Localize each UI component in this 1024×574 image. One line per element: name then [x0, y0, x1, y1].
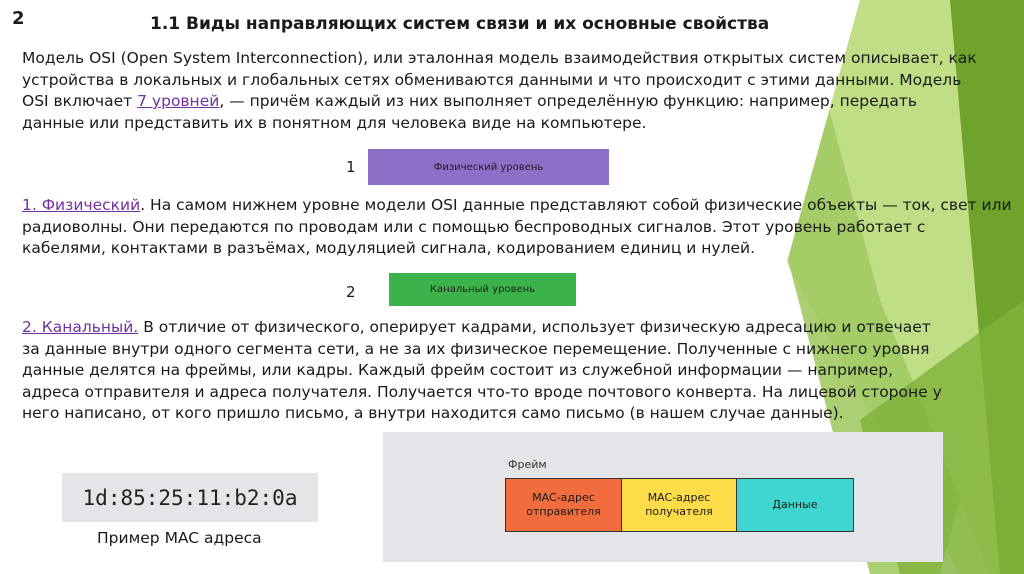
- physical-paragraph: [22, 195, 1012, 260]
- intro-paragraph: [22, 48, 982, 134]
- datalink-text: В отличие от физического, оперирует кадрами, использует физическую адресацию и отвечает за данные внутри одного сегмента сети, а не за их физическое перемещение. Полученные с нижнего уровня данные делятся на фреймы, или кадры. Каждый фрейм состоит из служебной информации — например, адреса отправителя и адреса получателя. Получается что-то вроде почтового конверта. На лицевой стороне у него написано, от кого пришло письмо, а внутри находится само письмо (в нашем случае данные).: [22, 318, 942, 422]
- physical-text: . На самом нижнем уровне модели OSI данные представляют собой физические объекты — ток, свет или радиоволны. Они передаются по проводам или с помощью беспроводных сигналов. Этот уровень работает с кабелями, контактами в разъёмах, модуляцией сигнала, кодированием единиц и нулей.: [22, 196, 1012, 257]
- frame-cells: [505, 478, 854, 532]
- frame-label: Фрейм: [508, 458, 547, 471]
- frame-cell-receiver-mac: MAC-адрес получателя: [622, 479, 737, 531]
- slide-number: 2: [12, 8, 25, 29]
- mac-address-example: 1d:85:25:11:b2:0a: [62, 473, 318, 522]
- level-1-number: 1: [346, 158, 356, 176]
- frame-diagram: [383, 432, 943, 562]
- slide-title: 1.1 Виды направляющих систем связи и их основные свойства: [150, 14, 770, 34]
- physical-level-bar: Физический уровень: [368, 149, 609, 185]
- frame-cell-sender-mac: MAC-адрес отправителя: [506, 479, 622, 531]
- datalink-link[interactable]: 2. Канальный.: [22, 318, 139, 336]
- mac-caption: Пример MAC адреса: [97, 529, 262, 547]
- level-2-number: 2: [346, 283, 356, 301]
- datalink-paragraph: [22, 317, 952, 425]
- intro-text-1: Модель OSI (Open System Interconnection), или эталонная модель взаимодействия открытых систем описывает, как устройства в локальных и глобальных сетях обмениваются данными и что происходит с этими данными. Модель OSI включает: [22, 49, 977, 110]
- frame-cell-data: Данные: [737, 479, 853, 531]
- physical-link[interactable]: 1. Физический: [22, 196, 141, 214]
- seven-levels-link[interactable]: 7 уровней: [137, 92, 220, 110]
- datalink-level-bar: Канальный уровень: [389, 273, 576, 306]
- intro-text-2: , — причём каждый из них выполняет определённую функцию: например, передать данные или представить их в понятном для человека виде на компьютере.: [22, 92, 918, 132]
